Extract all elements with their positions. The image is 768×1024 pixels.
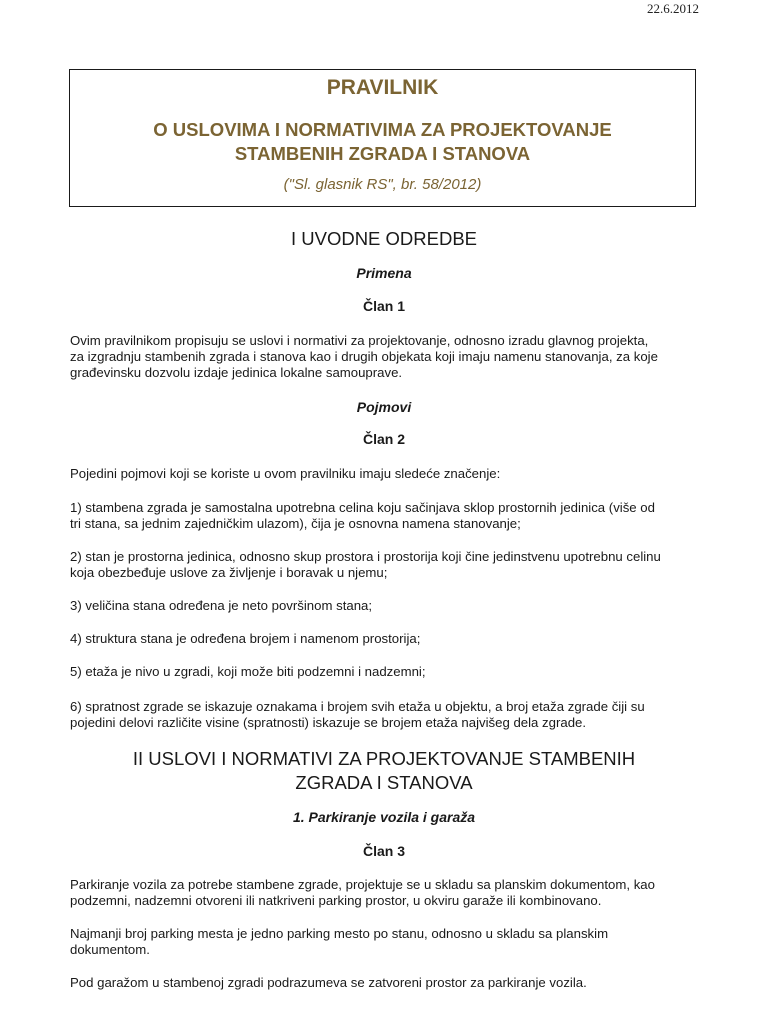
gazette-reference: ("Sl. glasnik RS", br. 58/2012) — [283, 176, 482, 193]
subtitle-line-1: O USLOVIMA I NORMATIVIMA ZA PROJEKTOVANJE — [153, 119, 612, 140]
text-line: građevinsku dozvolu izdaje jedinica lokalne samouprave. — [70, 365, 403, 380]
part-2-heading — [0, 747, 768, 795]
text-line: za izgradnju stambenih zgrada i stanova kao i drugih objekata koji imaju namenu stanovanja, za koje — [70, 349, 658, 364]
text-line: pojedini delovi različite visine (spratnosti) iskazuje se brojem etaža najvišeg dela zgrade. — [70, 715, 587, 730]
text-line: podzemni, nadzemni otvoreni ili natkriveni parking prostor, u okviru garaže ili kombinovano. — [70, 893, 602, 908]
text-line: Najmanji broj parking mesta je jedno parking mesto po stanu, odnosno u skladu sa planskim — [70, 926, 609, 941]
heading-line: ZGRADA I STANOVA — [295, 772, 473, 793]
definition-item-4: 4) struktura stana je određena brojem i namenom prostorija; — [70, 631, 421, 646]
article-3-paragraph-1 — [70, 877, 700, 909]
article-3-heading: Član 3 — [362, 843, 405, 859]
document-title: PRAVILNIK — [326, 76, 439, 99]
definition-item-6 — [70, 699, 700, 731]
part-1-heading: I UVODNE ODREDBE — [290, 228, 478, 249]
subheading-parkiranje: 1. Parkiranje vozila i garaža — [292, 809, 476, 825]
definition-item-3: 3) veličina stana određena je neto površinom stana; — [70, 598, 373, 613]
text-line: 6) spratnost zgrade se iskazuje oznakama i brojem svih etaža u objektu, a broj etaža zgrade čiji su — [70, 699, 645, 714]
article-2-intro: Pojedini pojmovi koji se koriste u ovom pravilniku imaju sledeće značenje: — [70, 466, 501, 481]
subheading-primena: Primena — [356, 265, 412, 281]
text-line: Parkiranje vozila za potrebe stambene zgrade, projektuje se u skladu sa planskim dokumentom, kao — [70, 877, 655, 892]
text-line: 1) stambena zgrada je samostalna upotrebna celina koju sačinjava sklop prostornih jedinica (više od — [70, 500, 655, 515]
title-box — [69, 69, 696, 207]
definition-item-5: 5) etaža je nivo u zgradi, koji može biti podzemni i nadzemni; — [70, 664, 426, 679]
article-1-text — [70, 333, 700, 381]
text-line: Ovim pravilnikom propisuju se uslovi i normativi za projektovanje, odnosno izradu glavnog projekta, — [70, 333, 649, 348]
article-1-heading: Član 1 — [362, 298, 405, 314]
heading-line: II USLOVI I NORMATIVI ZA PROJEKTOVANJE STAMBENIH — [132, 748, 636, 769]
definition-item-1 — [70, 500, 700, 532]
text-line: 2) stan je prostorna jedinica, odnosno skup prostora i prostorija koji čine jedinstvenu upotrebnu celinu — [70, 549, 661, 564]
document-date: 22.6.2012 — [647, 1, 699, 16]
text-line: koja obezbeđuje uslove za življenje i boravak u njemu; — [70, 565, 388, 580]
text-line: tri stana, sa jednim zajedničkim ulazom), čija je osnovna namena stanovanje; — [70, 516, 521, 531]
definition-item-2 — [70, 549, 700, 581]
article-3-paragraph-3: Pod garažom u stambenoj zgradi podrazumeva se zatvoreni prostor za parkiranje vozila. — [70, 975, 587, 990]
subtitle-line-2: STAMBENIH ZGRADA I STANOVA — [234, 143, 531, 164]
text-line: dokumentom. — [70, 942, 150, 957]
subheading-pojmovi: Pojmovi — [356, 399, 412, 415]
article-3-paragraph-2 — [70, 926, 700, 958]
article-2-heading: Član 2 — [362, 431, 405, 447]
document-subtitle — [70, 118, 695, 166]
